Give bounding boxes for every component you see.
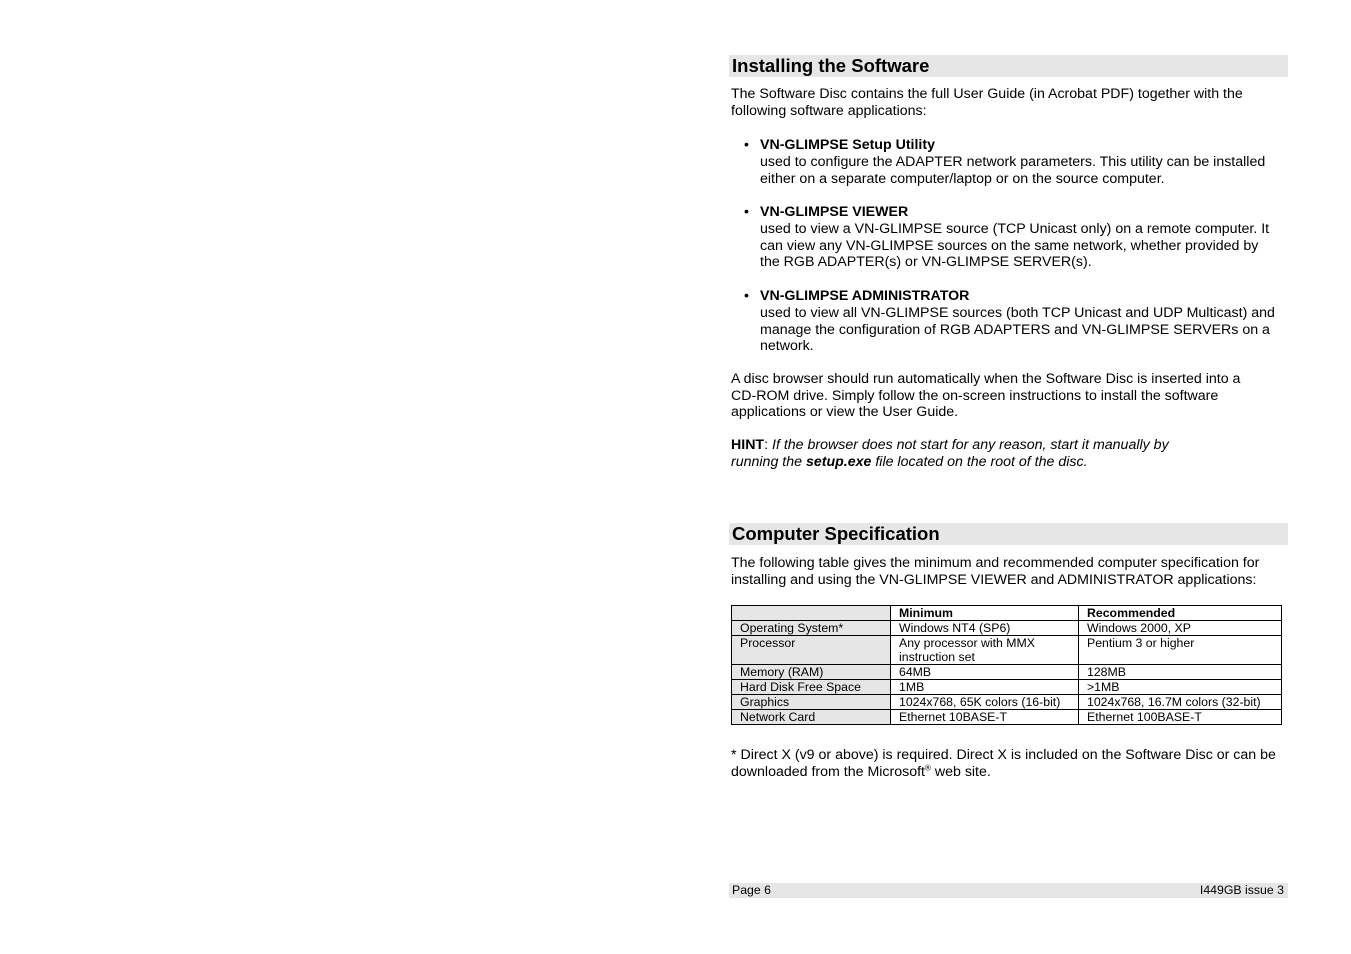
section-heading-installing: Installing the Software: [729, 55, 1288, 77]
table-row: Hard Disk Free Space 1MB >1MB: [732, 680, 1282, 695]
disc-browser-paragraph: A disc browser should run automatically when the Software Disc is inserted into a CD-ROM drive. Simply follow the on-screen instructions to install the software applications or view the User Guide.: [731, 371, 1241, 421]
spec-table: [731, 605, 1282, 725]
spec-intro: The following table gives the minimum and recommended computer specification for installing and using the VN-GLIMPSE VIEWER and ADMINISTRATOR applications:: [731, 555, 1260, 588]
bullet-icon: •: [744, 288, 749, 304]
directx-note: * Direct X (v9 or above) is required. Direct X is included on the Software Disc or can be downloaded from the Microsoft® web site.: [731, 747, 1276, 780]
hint-label: HINT: [731, 437, 765, 453]
hint-paragraph: HINT: If the browser does not start for any reason, start it manually by running the setup.exe file located on the root of the disc.: [731, 437, 1169, 470]
table-header-minimum: Minimum: [891, 606, 1079, 621]
table-row: Network Card Ethernet 10BASE-T Ethernet 100BASE-T: [732, 710, 1282, 725]
bullet-icon: •: [744, 137, 749, 153]
setup-exe-filename: setup.exe: [805, 453, 872, 470]
section-heading-computer-spec: Computer Specification: [729, 523, 1288, 545]
table-header-row: [732, 606, 1282, 621]
document-issue: I449GB issue 3: [1199, 883, 1284, 897]
table-row: Graphics 1024x768, 65K colors (16-bit) 1024x768, 16.7M colors (32-bit): [732, 695, 1282, 710]
table-row: Processor Any processor with MMX instruction set Pentium 3 or higher: [732, 636, 1282, 665]
table-row: Operating System* Windows NT4 (SP6) Windows 2000, XP: [732, 621, 1282, 636]
page-footer: [729, 883, 1288, 898]
table-header-empty: [732, 606, 891, 621]
registered-mark: ®: [925, 762, 931, 772]
installing-intro: The Software Disc contains the full User Guide (in Acrobat PDF) together with the following software applications:: [731, 86, 1243, 119]
table-header-recommended: Recommended: [1079, 606, 1282, 621]
bullet-icon: •: [744, 204, 749, 220]
page-number: Page 6: [732, 883, 771, 897]
table-row: Memory (RAM) 64MB 128MB: [732, 665, 1282, 680]
